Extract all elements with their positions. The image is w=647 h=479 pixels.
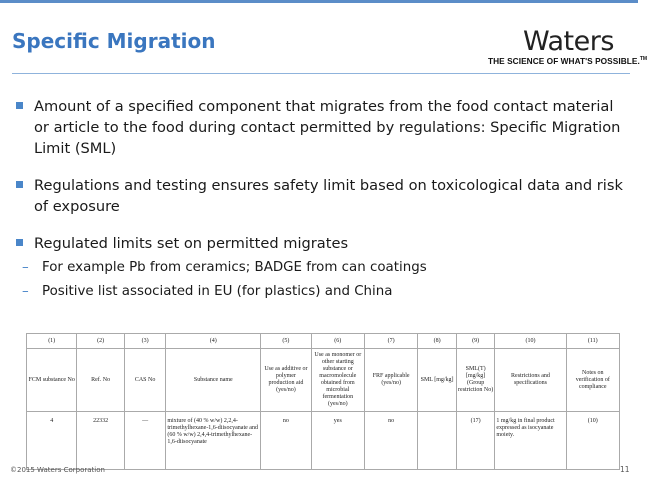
bullet-list <box>14 96 624 304</box>
waters-logo <box>488 26 647 66</box>
dash-icon: – <box>22 284 29 299</box>
table-header-row <box>27 349 620 412</box>
table-number-row <box>27 334 620 349</box>
table-cell: 4 <box>27 412 77 470</box>
table-header-cell: Restrictions and specifications <box>495 349 566 412</box>
dash-icon: – <box>22 260 29 275</box>
table-cell: (3) <box>124 334 166 349</box>
table-cell: (6) <box>311 334 364 349</box>
table-cell: (17) <box>456 412 495 470</box>
table-cell: 22332 <box>77 412 124 470</box>
table-cell: (8) <box>418 334 457 349</box>
sub-bullet-item: – For example Pb from ceramics; BADGE from can coatings <box>14 258 624 278</box>
table-cell: (10) <box>495 334 566 349</box>
table-cell: (7) <box>364 334 417 349</box>
table-cell: no <box>261 412 311 470</box>
table-cell: (5) <box>261 334 311 349</box>
bullet-square-icon <box>16 181 23 188</box>
table-header-cell: Use as additive or polymer production aid (yes/no) <box>261 349 311 412</box>
table-row <box>27 412 620 470</box>
bullet-item: Regulations and testing ensures safety limit based on toxicological data and risk of exposure <box>14 175 624 217</box>
bullet-item: Amount of a specified component that migrates from the food contact material or article to the food during contact permitted by regulations: Specific Migration Limit (SML) <box>14 96 624 159</box>
table-cell: yes <box>311 412 364 470</box>
table-header-cell: FRF applicable (yes/no) <box>364 349 417 412</box>
table-header-cell: Substance name <box>166 349 261 412</box>
table-header-cell: SML [mg/kg] <box>418 349 457 412</box>
table-header-cell: Ref. No <box>77 349 124 412</box>
table-cell: — <box>124 412 166 470</box>
table-cell: 1 mg/kg in final product expressed as isocyanate moiety. <box>495 412 566 470</box>
sub-bullet-item: – Positive list associated in EU (for plastics) and China <box>14 282 624 302</box>
page-number: 11 <box>620 465 630 474</box>
table-cell: (9) <box>456 334 495 349</box>
bullet-square-icon <box>16 102 23 109</box>
slide-title: Specific Migration <box>12 29 216 53</box>
table-header-cell: SML(T) [mg/kg] (Group restriction No) <box>456 349 495 412</box>
table-cell: mixture of (40 % w/w) 2,2,4-trimethylhexane-1,6-diisocyanate and (60 % w/w) 2,4,4-trimethylhexane-1,6-diisocyanate <box>166 412 261 470</box>
table-header-cell: CAS No <box>124 349 166 412</box>
table-header-cell: Notes on verification of compliance <box>566 349 619 412</box>
table-cell: no <box>364 412 417 470</box>
title-divider <box>12 73 630 74</box>
bullet-item: Regulated limits set on permitted migrates <box>14 233 624 254</box>
top-accent-bar <box>0 0 638 3</box>
table-cell <box>418 412 457 470</box>
table-cell: (4) <box>166 334 261 349</box>
table-cell: (11) <box>566 334 619 349</box>
table-header-cell: FCM substance No <box>27 349 77 412</box>
copyright-footer: ©2015 Waters Corporation <box>10 466 105 474</box>
regulation-table <box>26 333 620 470</box>
bullet-square-icon <box>16 239 23 246</box>
table-cell: (10) <box>566 412 619 470</box>
logo-wordmark: Waters <box>523 26 614 57</box>
table-cell: (2) <box>77 334 124 349</box>
table-header-cell: Use as monomer or other starting substance or macromolecule obtained from microbial fermentation (yes/no) <box>311 349 364 412</box>
table-cell: (1) <box>27 334 77 349</box>
logo-tagline: THE SCIENCE OF WHAT'S POSSIBLE.™ <box>488 56 647 66</box>
regulation-table-image <box>26 333 620 465</box>
